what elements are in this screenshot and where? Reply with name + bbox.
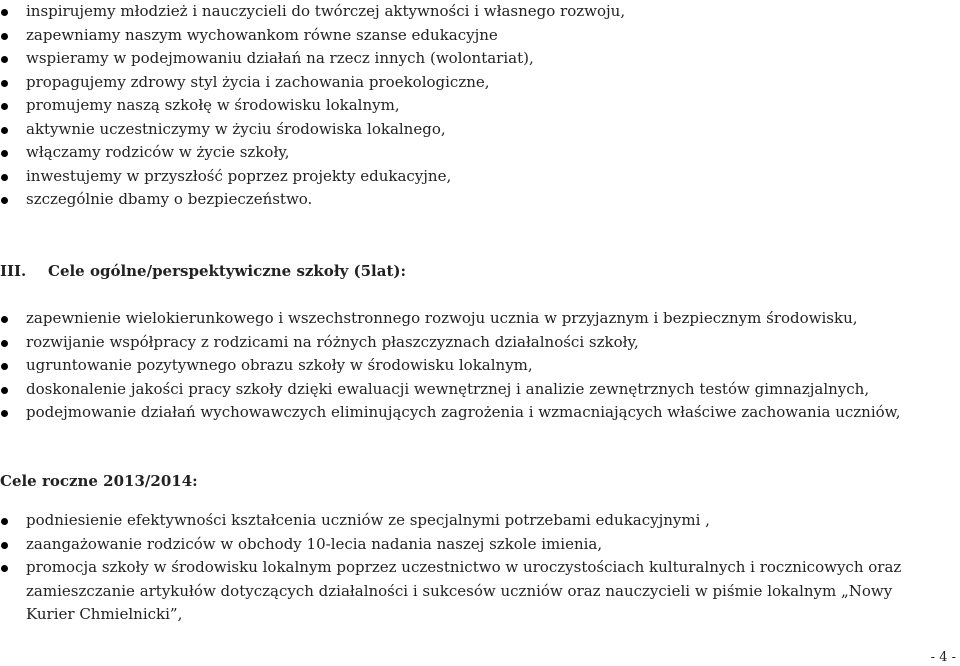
section-heading-goals <box>0 261 406 281</box>
list-item-text: inwestujemy w przyszłość poprzez projekty edukacyjne, <box>26 166 452 185</box>
list-item-text: szczególnie dbamy o bezpieczeństwo. <box>26 190 313 208</box>
list-item-text: podniesienie efektywności kształcenia uczniów ze specjalnymi potrzebami edukacyjnymi , <box>26 511 710 529</box>
bullet-icon <box>1 150 8 157</box>
list-item <box>0 47 625 71</box>
list-item <box>0 71 625 95</box>
list-item <box>0 188 625 212</box>
list-item <box>0 354 931 378</box>
bullet-icon <box>1 127 8 134</box>
section-heading-annual: Cele roczne 2013/2014: <box>0 472 198 490</box>
list-item-text: propagujemy zdrowy styl życia i zachowania proekologiczne, <box>26 72 490 91</box>
bullet-icon <box>1 197 8 204</box>
list-item-text: zapewniamy naszym wychowankom równe szanse edukacyjne <box>26 25 498 44</box>
list-item-text: aktywnie uczestniczymy w życiu środowiska lokalnego, <box>26 119 446 138</box>
bullet-icon <box>1 410 8 417</box>
list-item-text: rozwijanie współpracy z rodzicami na różnych płaszczyznach działalności szkoły, <box>26 332 639 351</box>
bullet-icon <box>1 33 8 40</box>
list-item-text: ugruntowanie pozytywnego obrazu szkoły w środowisku lokalnym, <box>26 356 533 374</box>
list-item-text: wspieramy w podejmowaniu działań na rzecz innych (wolontariat), <box>26 49 534 67</box>
list-item-text: podejmowanie działań wychowawczych eliminujących zagrożenia i wzmacniających właściwe zachowania uczniów, <box>26 403 901 421</box>
school-values-list <box>0 0 625 212</box>
list-item-text: doskonalenie jakości pracy szkoły dzięki ewaluacji wewnętrznej i analizie zewnętrznych testów gimnazjalnych, <box>26 379 870 398</box>
bullet-icon <box>1 363 8 370</box>
list-item <box>0 378 931 402</box>
list-item <box>0 331 931 355</box>
list-item-text: promujemy naszą szkołę w środowisku lokalnym, <box>26 96 400 114</box>
list-item <box>0 556 931 627</box>
annual-goals-list <box>0 509 931 627</box>
bullet-icon <box>1 103 8 110</box>
list-item <box>0 141 625 165</box>
bullet-icon <box>1 174 8 181</box>
bullet-icon <box>1 340 8 347</box>
list-item <box>0 118 625 142</box>
list-item <box>0 401 931 425</box>
bullet-icon <box>1 387 8 394</box>
list-item <box>0 165 625 189</box>
list-item <box>0 307 931 331</box>
bullet-icon <box>1 565 8 572</box>
list-item-text: zapewnienie wielokierunkowego i wszechstronnego rozwoju ucznia w przyjaznym i bezpiecznym środowisku, <box>26 309 858 327</box>
general-goals-list <box>0 307 931 425</box>
list-item <box>0 0 625 24</box>
bullet-icon <box>1 80 8 87</box>
section-title: Cele ogólne/perspektywiczne szkoły (5lat): <box>48 262 407 280</box>
list-item <box>0 533 931 557</box>
list-item <box>0 24 625 48</box>
list-item <box>0 94 625 118</box>
list-item-text: inspirujemy młodzież i nauczycieli do twórczej aktywności i własnego rozwoju, <box>26 2 626 20</box>
section-number: III. <box>0 262 27 280</box>
list-item-text: włączamy rodziców w życie szkoły, <box>26 143 290 161</box>
bullet-icon <box>1 518 8 525</box>
list-item <box>0 509 931 533</box>
bullet-icon <box>1 542 8 549</box>
page-number: - 4 - <box>930 650 956 665</box>
list-item-text: zaangażowanie rodziców w obchody 10-lecia nadania naszej szkole imienia, <box>26 534 603 553</box>
bullet-icon <box>1 9 8 16</box>
bullet-icon <box>1 56 8 63</box>
bullet-icon <box>1 316 8 323</box>
list-item-text: promocja szkoły w środowisku lokalnym poprzez uczestnictwo w uroczystościach kulturalnych i rocznicowych oraz zamieszczanie artykułów dotyczących działalności i sukcesów uczniów oraz nauczycieli w piśmie lokalnym „Nowy Kurier Chmielnicki”, <box>26 558 902 623</box>
